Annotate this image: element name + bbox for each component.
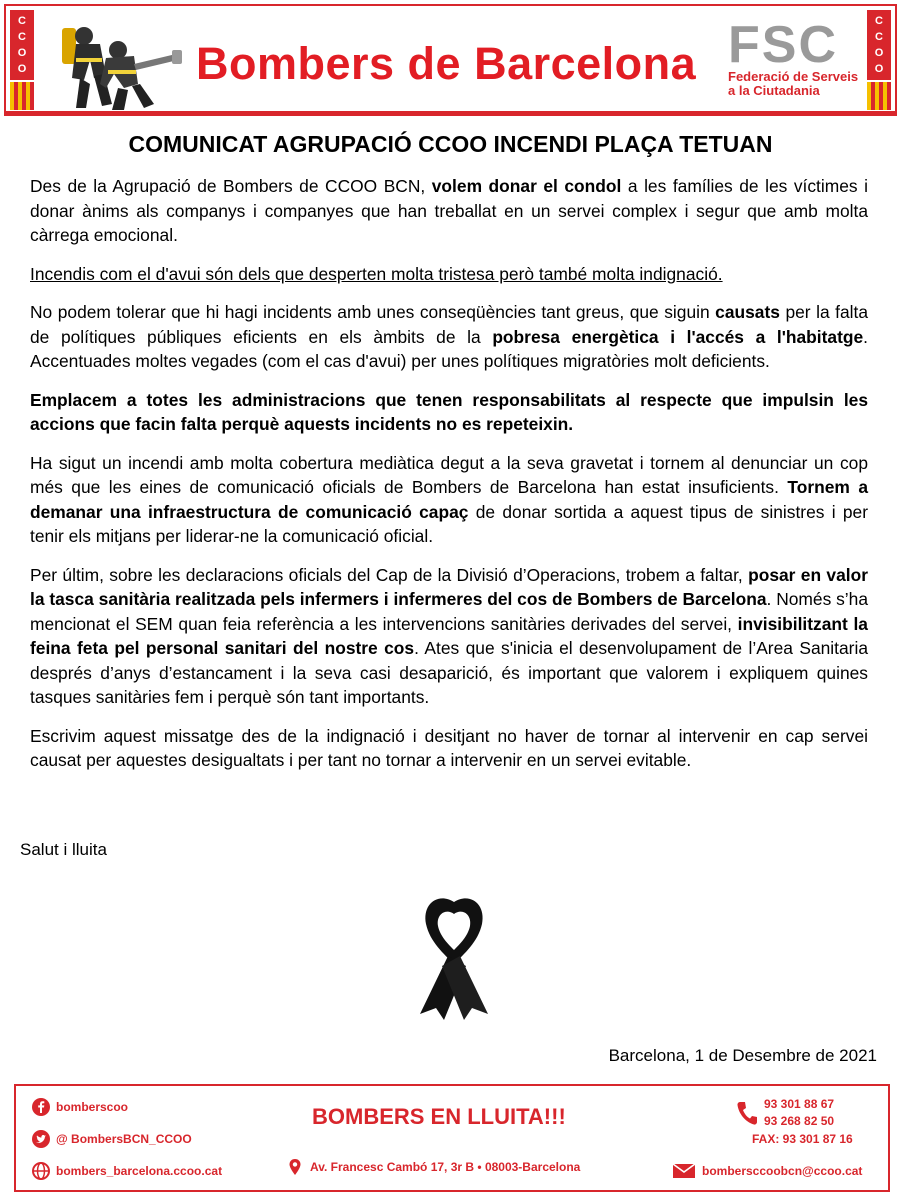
paragraph-3: No podem tolerar que hi hagi incidents amb unes conseqüències tant greus, que siguin causats per la falta de polítiques públiques eficients en els àmbits de la pobresa energètica i l'accés a l'habitatge. Accentuades moltes vegades (com el cas d'avui) per unes polítiques migratòries molt deficients. [30,302,869,371]
fax-line [752,1132,853,1146]
paragraph-1: Des de la Agrupació de Bombers de CCOO BCN, volem donar el condol a les famílies de les víctimes i donar ànims als companys i companyes que han treballat en un servei complex i segur que amb molta càrrega emocional. [30,176,868,245]
phone-numbers [764,1096,834,1130]
globe-icon [32,1162,50,1180]
paragraph-6: Per últim, sobre les declaracions oficials del Cap de la Divisió d’Operacions, trobem a faltar, posar en valor la tasca sanitària realitzada pels infermers i infermeres del cos de Bombers de Barcelona. Només s’ha mencionat el SEM quan feia referència a les intervencions sanitàries derivades del servei, invisibilitzant la feina feta pel personal sanitari del nostre cos. Ates que s'inicia el desenvolupament de l’Area Sanitaria després d’anys d’estancament i la seva casi desaparició, és important que valorem i expliquem quines tasques sanitàries fem i perquè són tant importants. [30,564,869,707]
envelope-icon [672,1162,696,1180]
ccoo-logo-right [867,10,891,110]
paragraph-7: Escrivim aquest missatge des de la indignació i desitjant no haver de tornar al intervenir en cap servei causat per aquestes desigualtats i per tant no tornar a intervenir en un servei evitable. [30,725,868,770]
mourning-ribbon-icon [414,892,494,1022]
address-line [286,1158,580,1176]
email-link[interactable] [672,1162,862,1180]
fsc-logo [728,16,868,110]
twitter-handle: @ BombersBCN_CCOO [56,1132,192,1146]
facebook-icon [32,1098,50,1116]
email-address: bombersccoobcn@ccoo.cat [702,1164,863,1178]
ccoo-logo-left [10,10,34,110]
facebook-handle: bomberscoo [56,1100,129,1114]
paragraph-5: Ha sigut un incendi amb molta cobertura mediàtica degut a la seva gravetat i tornem al denunciar un cop més que les eines de comunicació oficials de Bombers de Barcelona han estat insuficients. Tornem a demanar una infraestructura de comunicació capaç de donar sortida a aquest tipus de sinistres i per tenir els mitjans per liderar-ne la comunicació oficial. [30,452,868,546]
fsc-subtitle-line1: Federació de Serveis [728,69,859,84]
ccoo-logo-text: C C O O [10,10,34,80]
firefighters-illustration [54,14,184,114]
senyera-flag-icon [867,82,891,110]
phone-number-1[interactable]: 93 301 88 67 [764,1097,835,1111]
paragraph-4: Emplacem a totes les administracions que tenen responsabilitats al respecte que impulsin les accions que facin falta perquè aquests incidents no es repeteixin. [30,389,868,434]
paragraph-2: Incendis com el d'avui són dels que desperten molta tristesa però també molta indignació. [30,263,723,284]
document-title: COMUNICAT AGRUPACIÓ CCOO INCENDI PLAÇA TETUAN [128,131,773,157]
website-link[interactable] [32,1162,222,1180]
document-body [30,174,868,787]
fax-number: FAX: 93 301 87 16 [752,1132,853,1146]
phone-icon [736,1100,758,1126]
address-text: Av. Francesc Cambó 17, 3r B • 08003-Barcelona [310,1160,581,1174]
ccoo-logo-text: C C O O [867,10,891,80]
footer-contact-box [14,1084,890,1192]
senyera-flag-icon [10,82,34,110]
header-banner [4,4,897,116]
fsc-logo-text: FSC [728,16,838,74]
fsc-subtitle-line2: a la Ciutadania [728,83,820,98]
phone-number-2[interactable]: 93 268 82 50 [764,1114,835,1128]
closing-salutation: Salut i lluita [20,840,107,859]
date-line: Barcelona, 1 de Desembre de 2021 [608,1046,877,1065]
website-url: bombers_barcelona.ccoo.cat [56,1164,223,1178]
footer-slogan: BOMBERS EN LLUITA!!! [312,1104,566,1129]
twitter-icon [32,1130,50,1148]
facebook-link[interactable] [32,1098,128,1116]
twitter-link[interactable] [32,1130,192,1148]
banner-title: Bombers de Barcelona [196,38,697,89]
map-pin-icon [286,1158,304,1176]
